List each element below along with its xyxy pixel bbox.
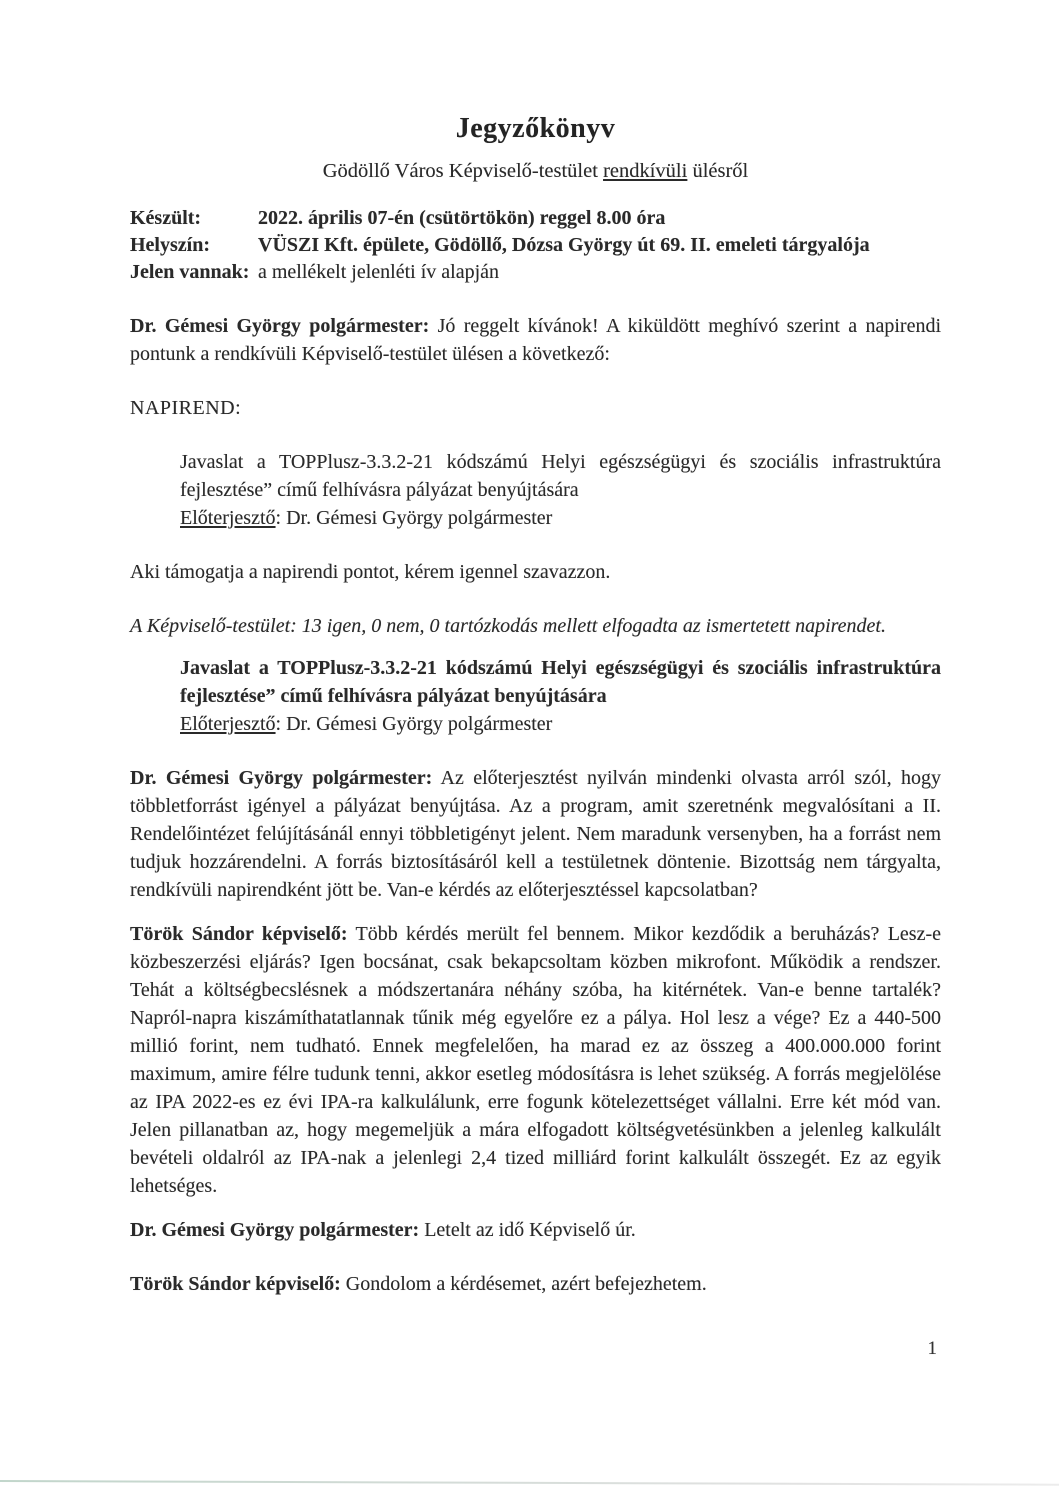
agenda-item-title: Javaslat a TOPPlusz-3.3.2-21 kódszámú Helyi egészségügyi és szociális infrastruktúra fejlesztése” című felhívásra pályázat benyújtására: [180, 657, 941, 707]
speech-text: Jó reggelt kívánok! A kiküldött meghívó szerint a napirendi pontunk a rendkívüli Képviselő-testület ülésen a következő:: [130, 315, 941, 365]
page-number: 1: [927, 1338, 937, 1359]
speech-text: Gondolom a kérdésemet, azért befejezhetem.: [340, 1273, 707, 1295]
subtitle-prefix: Gödöllő Város Képviselő-testület: [322, 160, 604, 182]
meta-block: [130, 205, 941, 286]
meta-value: 2022. április 07-én (csütörtökön) reggel 8.00 óra: [258, 207, 666, 229]
subtitle: [130, 158, 941, 185]
subtitle-suffix: ülésről: [687, 160, 749, 182]
meta-value: VÜSZI Kft. épülete, Gödöllő, Dózsa György út 69. II. emeleti tárgyalója: [258, 234, 870, 256]
agenda-heading: NAPIREND:: [130, 397, 242, 419]
meta-row-helyszin: [130, 232, 941, 259]
meta-label: Készült:: [130, 207, 202, 229]
agenda-item-bold: [180, 654, 941, 738]
meta-row-jelen-vannak: [130, 259, 941, 286]
vote-call: Aki támogatja a napirendi pontot, kérem igennel szavazzon.: [130, 561, 611, 583]
speaker-name: Dr. Gémesi György polgármester:: [130, 315, 430, 337]
paragraph-torok-question: [130, 920, 941, 1200]
speaker-name: Dr. Gémesi György polgármester:: [130, 767, 433, 789]
presenter-label: Előterjesztő: [180, 507, 276, 529]
subtitle-underlined-word: rendkívüli: [603, 160, 688, 182]
meta-label: Helyszín:: [130, 234, 210, 256]
presenter-label: Előterjesztő: [180, 713, 276, 735]
agenda-item-title: Javaslat a TOPPlusz-3.3.2-21 kódszámú Helyi egészségügyi és szociális infrastruktúra fejlesztése” című felhívásra pályázat benyújtására: [180, 451, 941, 501]
meta-label: Jelen vannak:: [130, 261, 250, 283]
agenda-item: [180, 448, 941, 532]
scan-artifact-line: [0, 1480, 1059, 1486]
presenter-name: : Dr. Gémesi György polgármester: [275, 507, 553, 529]
paragraph-mayor-time: [130, 1216, 941, 1244]
agenda-item-presenter: [180, 504, 941, 532]
agenda-item-presenter: [180, 710, 941, 738]
meta-row-keszult: [130, 205, 941, 232]
paragraph-opening: [130, 312, 941, 368]
speaker-name: Török Sándor képviselő:: [130, 923, 348, 945]
page-title: Jegyzőkönyv: [455, 113, 616, 144]
speech-text: Több kérdés merült fel bennem. Mikor kezdődik a beruházás? Lesz-e közbeszerzési eljárás? Igen bocsánat, csak bekapcsoltam közben mikrofont. Működik a rendszer. Tehát a költségbecslésnek a módszertanára néhány szóba, ha kitérnétek. Van-e benne tartalék? Napról-napra kiszámíthatatlannak tűnik még egyelőre ez a pálya. Hol lesz a vége? Ez a 440-500 millió forint, nem tudható. Ennek megfelelően, ha marad ez az összeg a 400.000.000 forint maximum, amire félre tudunk tenni, akkor esetleg módosításra is lehet szükség. A forrás megjelölése az IPA 2022-es ez évi IPA-ra kalkulálunk, erre fogunk kötelezettséget vállalni. Erre két mód van. Jelen pillanatban az, hogy megemeljük a mára elfogadott költségvetésünkben a jelenleg kalkulált bevételi oldalról az IPA-nak a jelenlegi 2,4 tized milliárd forint kalkulált összegét. Ez az egyik lehetséges.: [130, 923, 941, 1197]
paragraph-mayor-intro: [130, 764, 941, 904]
speaker-name: Dr. Gémesi György polgármester:: [130, 1219, 420, 1241]
paragraph-torok-close: [130, 1270, 941, 1298]
presenter-name: : Dr. Gémesi György polgármester: [275, 713, 553, 735]
speech-text: Az előterjesztést nyilván mindenki olvasta arról szól, hogy többletforrást igényel a pályázat benyújtása. Az a program, amit szeretnénk megvalósítani a II. Rendelőintézet felújításánál ennyi többletigényt jelent. Nem maradunk versenyben, ha a forrást nem tudjuk hozzárendelni. A forrás biztosításáról kell a testületnek döntenie. Bizottság nem tárgyalta, rendkívüli napirendként jött be. Van-e kérdés az előterjesztéssel kapcsolatban?: [130, 767, 941, 901]
speaker-name: Török Sándor képviselő:: [130, 1273, 341, 1295]
speech-text: Letelt az idő Képviselő úr.: [419, 1219, 636, 1241]
meta-value: a mellékelt jelenléti ív alapján: [258, 261, 500, 283]
vote-result: A Képviselő-testület: 13 igen, 0 nem, 0 tartózkodás mellett elfogadta az ismertetett napirendet.: [130, 615, 886, 637]
